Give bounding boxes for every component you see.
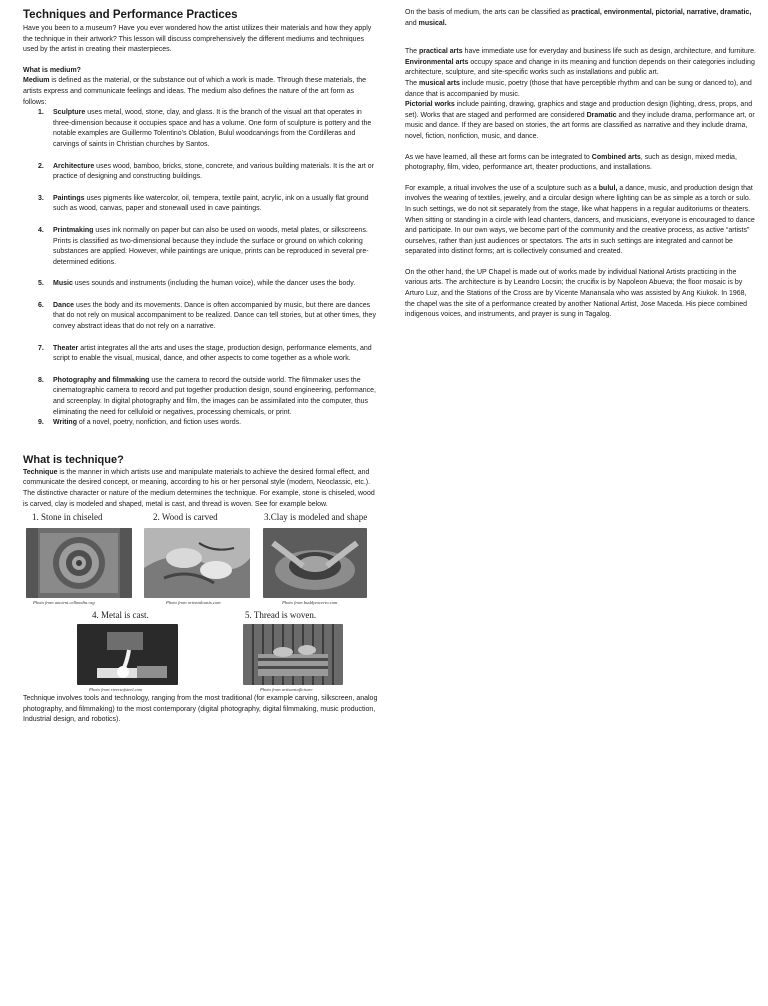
technique-definition-text: is the manner in which artists use and manipulate materials to achieve the desired formal effect, and communicate the desired concept, or meaning, according to his or her personal style (modern, Neoclassic, etc.). The distinctive character or nature of the medium determines the technique. For example, stone is chiseled, wood is carved, clay is modeled and shaped, metal is cast, and thread is woven. See for example below. [23,468,375,508]
technique-closing-paragraph: Technique involves tools and technology, ranging from the most traditional (for example carving, silkscreen, analog photography, and filmmaking) to the most contemporary (digital photography, digital filmmaking, music production, Industrial design, and robotics). [23,695,378,724]
technique-figure [23,512,378,694]
list-term: Photography and filmmaking [53,376,150,384]
list-item [23,301,378,333]
figure-caption: 3.Clay is modeled and shape [264,512,368,523]
list-text: of a novel, poetry, nonfiction, and fiction uses words. [76,419,242,427]
dramatic-term: Dramatic [586,111,617,119]
list-term: Printmaking [53,226,94,234]
photo-credit: Photo from riversofsteel.com [89,687,143,693]
figure-caption: 5. Thread is woven. [245,610,317,621]
musical-text: include music, poetry (those that have perceptible rhythm and can be sung or danced to), and dance that is accompanied by music. [405,79,752,98]
list-item [23,279,378,290]
photo-credit: Photo from ancient.cellmedia.org [33,600,95,606]
classification-conjunction: and [405,19,419,27]
ritual-term: bulul, [598,184,618,192]
ritual-text: a dance, music, and production design that involves the wearing of textiles, jewelry, and a circular design where lighting can be as simple as a torch or sulo. In such settings, we do not sit separately from the stage, like what happens in a regular auditoriums or theaters. When sitting or standing in a circle with lead chanters, dancers, and musicians, everyone is encouraged to dance and participate. In our own ways, we become part of the community and the creative process, as active “artists” ourselves, rather than just audiences or spectators. The arts in such settings are integrated and cannot be separated into distinct forms; art is collectively consumed and created. [405,184,755,256]
figure-caption: 4. Metal is cast. [92,610,149,621]
environmental-term: Environmental arts [405,58,469,66]
classification-terms: practical, environmental, pictorial, narrative, dramatic, [571,9,752,16]
up-chapel-paragraph: On the other hand, the UP Chapel is made out of works made by individual National Artists practicing in the various arts. The architecture is by Leandro Locsin; the crucifix is by Napoleon Abueva; the floor mosaic is by Arturo Luz, and the Stations of the Cross are by Vicente Manansala who was assisted by Ang Kiukok. In 1968, the chapel was the site of a performance created by another National Artist, Jose Maceda. His piece combined indigenous voices, and instruments, and prayer is sung in Tagalog. [405,268,748,319]
combined-term: Combined arts [591,153,641,161]
list-term: Writing [53,419,77,427]
musical-arts-paragraph [405,79,757,100]
right-column [405,8,757,321]
pictorial-text: include painting, drawing, graphics and stage and production design (lighting, dress, props, and set). Works that are staged and performed are considered [405,101,753,119]
list-item [23,226,378,268]
list-number: 4. [38,226,44,234]
list-text: uses metal, wood, stone, clay, and glass. It is the branch of the visual art that operates in three-dimension because it occupies space and has a volume. One form of sculpture is pottery and the notable examples are Guillermo Tolentino's Oblation, Bulul woodcarvings from the Cordilleras and carvings of saints in Christian churches by Santos. [53,109,372,148]
environmental-arts-paragraph [405,58,757,79]
list-term: Architecture [53,162,95,170]
list-term: Music [53,280,73,288]
medium-definition-text: is defined as the material, or the substance out of which a work is made. Through these materials, the artists express and communicate feelings and ideas. The medium also defines the nature of the art form as follows: [23,77,367,106]
photo-credit: Photo from orientaloasis.com [166,600,221,606]
list-text: uses sounds and instruments (including the human voice), while the dancer uses the body. [72,280,356,288]
list-item [23,376,378,418]
list-term: Sculpture [53,109,86,117]
pictorial-term: Pictorial works [405,101,455,109]
list-term: Paintings [53,194,85,202]
list-item [23,344,378,365]
list-text: uses ink normally on paper but can also be used on woods, metal plates, or silkscreens. Prints is classified as two-dimensional because they include the surface or ground on which coloring substances are applied. However, while paintings are unique, prints can be reproduced in several pre-determined editions. [53,226,369,266]
figure-caption: 1. Stone in chiseled [32,512,103,523]
thread-woven-photo [243,624,343,685]
list-number: 3. [38,194,44,202]
classification-paragraph [405,8,757,29]
list-number: 8. [38,376,44,384]
list-number: 9. [38,419,44,427]
ritual-pre: For example, a ritual involves the use of a sculpture such as a [405,184,599,192]
medium-term: Medium [23,77,50,85]
musical-pre: The [405,79,420,87]
list-item [23,194,378,215]
combined-pre: As we have learned, all these art forms can be integrated to [405,153,592,161]
practical-pre: The [405,48,420,56]
medium-heading: What is medium? [23,66,81,74]
technique-definition [23,468,378,510]
practical-text: have immediate use for everyday and business life such as design, architecture, and furniture. [462,48,756,56]
intro-paragraph: Have you been to a museum? Have you ever wondered how the artist utilizes their materials and how they apply the technique in their artwork? This lesson will discuss comprehensively the different mediums and techniques used by the artist in creating their masterpieces. [23,25,372,54]
list-text: uses the body and its movements. Dance is often accompanied by music, but there are dances that do not rely on musical accompaniment to be realized. Dance can tell stories, but at other times, they convey abstract ideas that do not rely on a narrative. [53,301,376,331]
list-term: Dance [53,301,75,309]
list-number: 2. [38,162,44,170]
medium-definition [23,76,378,108]
left-column [23,8,378,726]
list-text: uses wood, bamboo, bricks, stone, concrete, and various building materials. It is the art or practice of designing and constructing buildings. [53,162,374,181]
combined-arts-paragraph [405,153,757,174]
classification-last-term: musical. [418,19,447,27]
musical-term: musical arts [419,79,460,87]
list-number: 1. [38,109,44,117]
practical-term: practical arts [419,48,463,56]
list-text: uses pigments like watercolor, oil, tempera, textile paint, acrylic, ink on a usually flat ground such as wood, canvas, paper and stonewall used in cave paintings. [53,194,369,213]
technique-term: Technique [23,468,58,476]
list-item [23,418,378,429]
list-text: artist integrates all the arts and uses the stage, production design, performance elements, and script to enable the visual, musical, dance, and other aspects to come together as a whole work. [53,344,372,363]
list-term: Theater [53,344,79,352]
list-item [23,162,378,183]
metal-cast-photo [77,624,178,685]
stone-chiseled-photo [26,528,132,598]
list-number: 6. [38,301,44,309]
list-item [23,108,378,150]
figure-caption: 2. Wood is carved [153,512,218,523]
wood-carved-photo [144,528,250,598]
clay-modeled-photo [263,528,367,598]
technique-heading: What is technique? [23,453,124,466]
pictorial-works-paragraph [405,100,757,142]
ritual-paragraph [405,184,757,258]
list-number: 7. [38,344,44,352]
media-list [23,108,378,429]
practical-arts-paragraph [405,47,757,58]
photo-credit: Photo from buddyexcerto.com [282,600,338,606]
environmental-text: occupy space and change in its meaning and function depends on their categories including architecture, sculpture, and site-specific works such as installations and public art. [405,58,755,77]
photo-credit: Photo from artisansofleisure [260,687,313,693]
list-text: use the camera to record the outside world. The filmmaker uses the cinematographic camera to record and put together production design, sound engineering, performance, and screenplay. In digital photography and film, the images can be assimilated into the computer, thus eliminating the need for celluloid or negatives, processing chemicals, or print. [53,376,376,416]
classification-text: On the basis of medium, the arts can be classified as [405,9,572,16]
list-number: 5. [38,280,44,288]
combined-text: , such as design, mixed media, photography, film, video, performance art, theater productions, and installations. [405,153,737,172]
pictorial-text-continued: and they include drama, performance art, or music and dance. If they are based on stories, the art forms are classified as narrative and they include drama, novel, fiction, nonfiction, music, and dance. [405,111,755,140]
page-title: Techniques and Performance Practices [23,9,238,21]
